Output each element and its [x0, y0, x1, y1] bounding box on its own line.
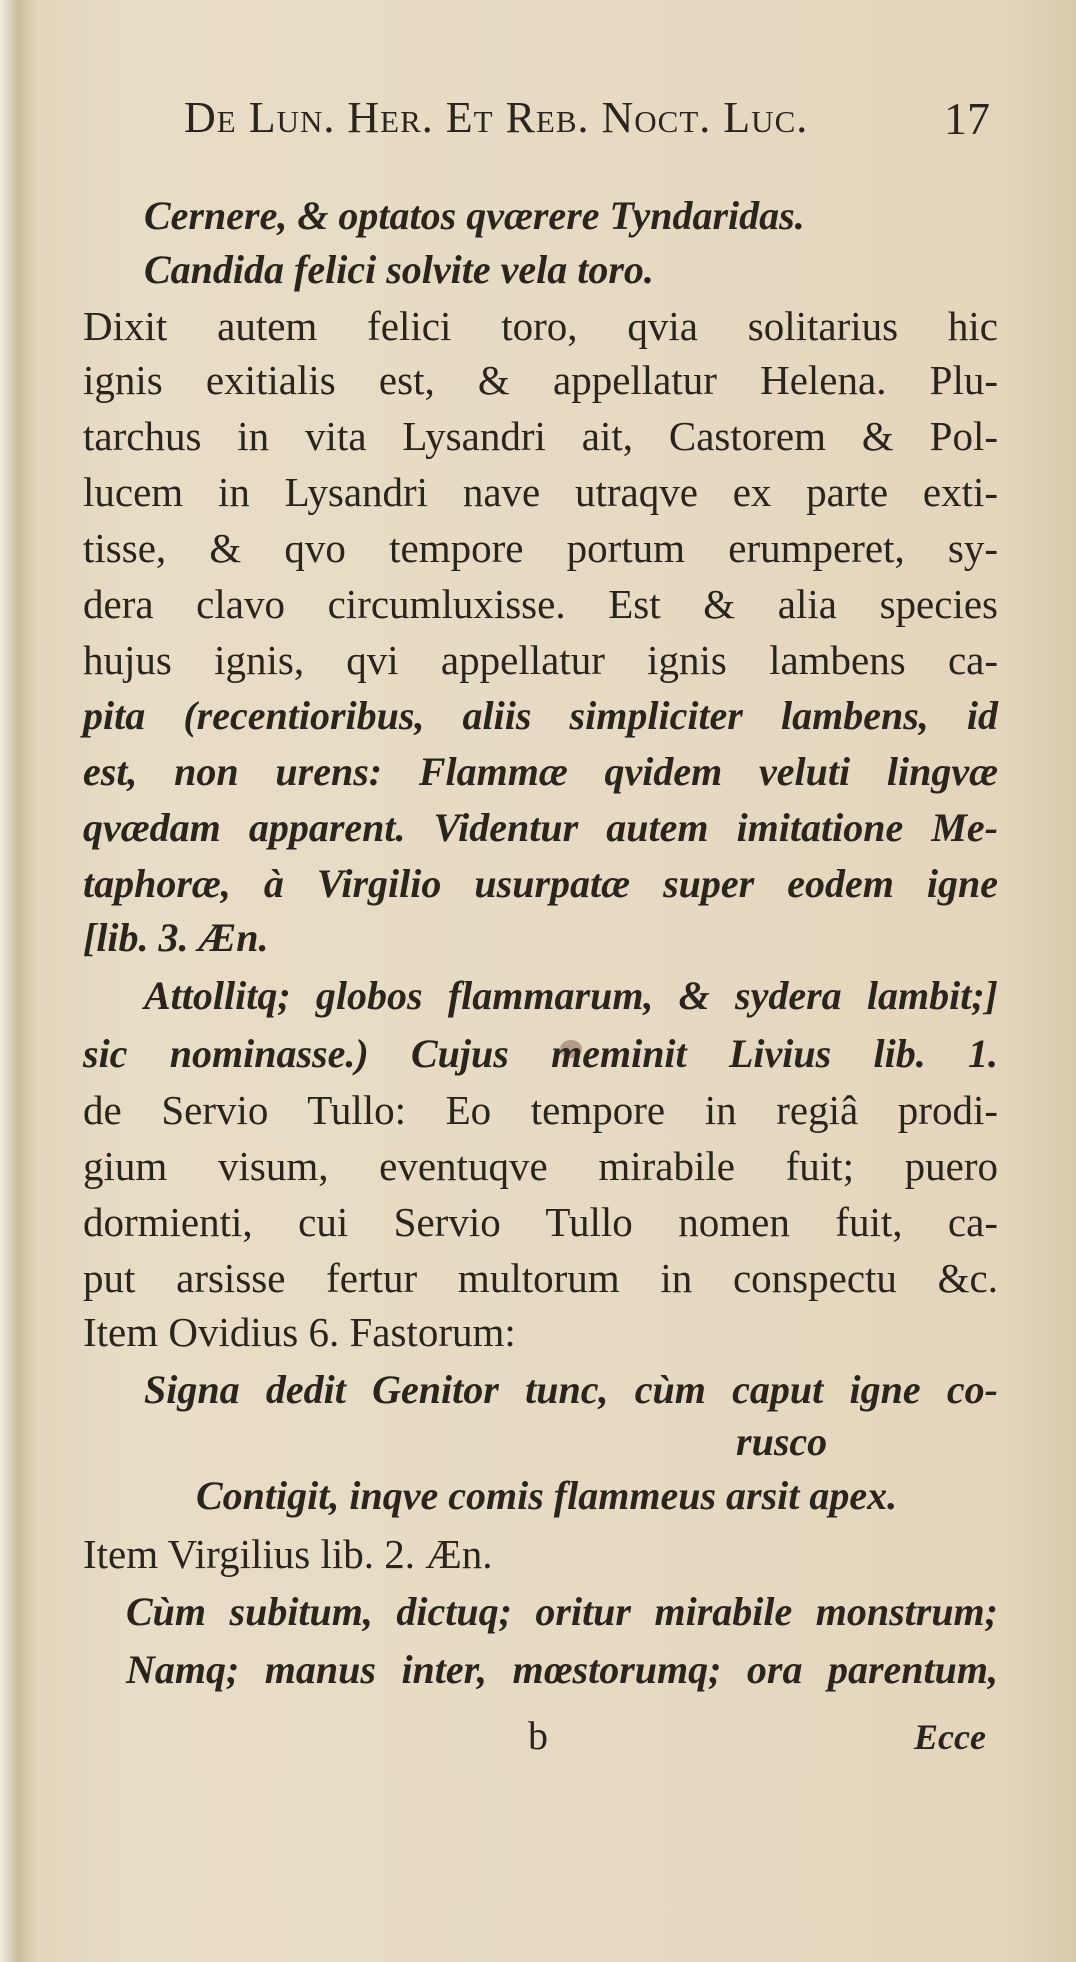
- text-line-5: tarchus in vita Lysandri ait, Castorem & Pol-: [83, 413, 998, 459]
- running-title: De Lun. Her. Et Reb. Noct. Luc.: [184, 93, 809, 142]
- text-line-21: Item Ovidius 6. Fastorum:: [83, 1309, 516, 1355]
- text-line-14: [lib. 3. Æn.: [83, 915, 269, 960]
- text-line-16: sic nominasse.) Cujus meminit Livius lib. 1.: [83, 1031, 998, 1076]
- text-line-12: qvædam apparent. Videntur autem imitatione Me-: [83, 805, 998, 850]
- signature-mark: b: [528, 1713, 548, 1758]
- verse-line-25: Cùm subitum, dictuq; oritur mirabile monstrum;: [126, 1589, 998, 1634]
- catchword: Ecce: [914, 1717, 986, 1757]
- verse-line-22: Signa dedit Genitor tunc, cùm caput igne co-: [144, 1367, 998, 1412]
- text-line-4: ignis exitialis est, & appellatur Helena. Plu-: [83, 357, 998, 403]
- text-line-20: put arsisse fertur multorum in conspectu &c.: [83, 1255, 998, 1301]
- verse-line-22-turnover: rusco: [736, 1419, 828, 1464]
- verse-line-15: Attollitq; globos flammarum, & sydera lambit;]: [144, 973, 998, 1018]
- text-line-18: gium visum, eventuqve mirabile fuit; puero: [83, 1143, 998, 1189]
- text-line-6: lucem in Lysandri nave utraqve ex parte exti-: [83, 469, 998, 515]
- page-number: 17: [944, 93, 990, 144]
- text-line-3: Dixit autem felici toro, qvia solitarius hic: [83, 303, 998, 349]
- verse-line-23: Contigit, inqve comis flammeus arsit apex.: [196, 1473, 898, 1518]
- text-line-8: dera clavo circumluxisse. Est & alia species: [83, 581, 998, 627]
- binding-gutter: [0, 0, 34, 1962]
- text-line-19: dormienti, cui Servio Tullo nomen fuit, ca-: [83, 1199, 998, 1245]
- text-line-9: hujus ignis, qvi appellatur ignis lambens ca-: [83, 637, 998, 683]
- verse-line-2: Candida felici solvite vela toro.: [144, 247, 654, 292]
- text-line-10: pita (recentioribus, aliis simpliciter lambens, id: [83, 693, 998, 738]
- text-line-7: tisse, & qvo tempore portum erumperet, sy-: [83, 525, 998, 571]
- text-line-13: taphoræ, à Virgilio usurpatæ super eodem igne: [83, 861, 998, 906]
- text-line-11: est, non urens: Flammæ qvidem veluti lingvæ: [83, 749, 998, 794]
- verse-line-26: Namq; manus inter, mœstorumq; ora parentum,: [126, 1647, 998, 1692]
- verse-line-1: Cernere, & optatos qværere Tyndaridas.: [144, 193, 805, 238]
- text-line-17: de Servio Tullo: Eo tempore in regiâ prodi-: [83, 1087, 998, 1133]
- text-line-24: Item Virgilius lib. 2. Æn.: [83, 1531, 493, 1577]
